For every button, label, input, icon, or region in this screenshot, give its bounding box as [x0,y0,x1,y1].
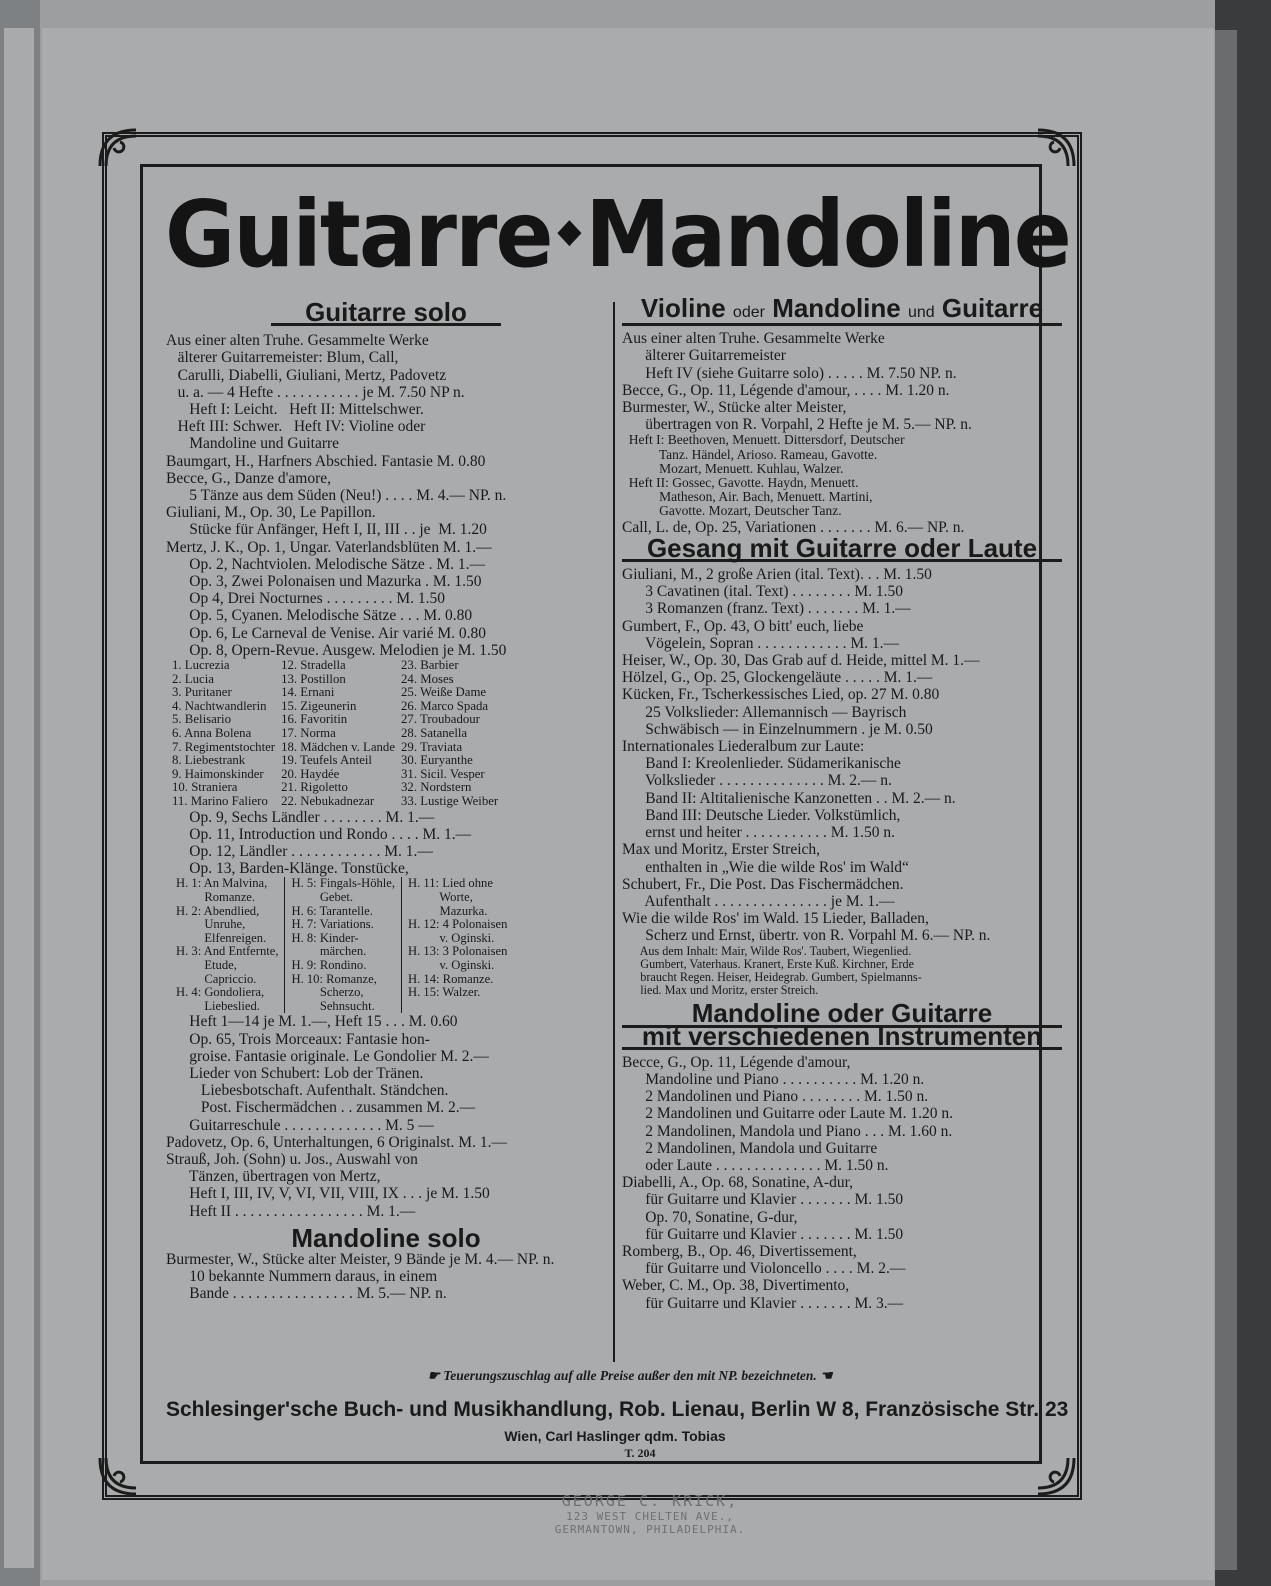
table-row: 2. Lucia 13. Postillon 24. Moses [172,671,454,686]
table-row: 8. Liebestrank 19. Teufels Anteil 30. Euryanthe [172,753,473,768]
gesang-contents [622,945,1062,998]
list-item: 5 Tänze aus dem Süden (Neu!) . . . . M. 4.— NP. n. [166,487,507,505]
violine-list-contents [622,433,1062,518]
table-row [170,877,513,1013]
list-item: Stücke für Anfänger, Heft I, II, III . . je M. 1.20 [166,521,487,539]
surcharge-note: ☛ Teuerungszuschlag auf alle Preise außer den mit NP. bezeichneten. ☚ [427,1368,833,1383]
list-item: Op. 6, Le Carneval de Venise. Air varié M. 0.80 [166,624,486,642]
barden-klaenge-table [170,877,513,1013]
table-row: 6. Anna Bolena 17. Norma 28. Satanella [172,726,468,741]
list-item: Padovetz, Op. 6, Unterhaltungen, 6 Originalst. M. 1.— [166,1133,507,1151]
list-item: für Guitarre und Klavier . . . . . . . M. 1.50 [622,1191,904,1209]
corner-ornament-icon [1032,1452,1078,1498]
list-item: 2 Mandolinen, Mandola und Piano . . . M. 1.60 n. [622,1122,953,1140]
list-item: Op 4, Drei Nocturnes . . . . . . . . . M. 1.50 [166,590,445,608]
book-spine-edge [1215,0,1271,1586]
list-item: Aus einer alten Truhe. Gesammelte Werke [622,330,885,348]
list-item: Diabelli, A., Op. 68, Sonatine, A-dur, [622,1174,853,1192]
list-item: Baumgart, H., Harfners Abschied. Fantasie M. 0.80 [166,452,486,470]
list-item: Heft I, III, IV, V, VI, VII, VIII, IX . . . je M. 1.50 [166,1185,490,1203]
list-item: Op. 65, Trois Morceaux: Fantasie hon- [166,1030,430,1048]
list-item: Heft III: Schwer. Heft IV: Violine oder [166,418,426,436]
list-item: Mandoline und Piano . . . . . . . . . . M. 1.20 n. [622,1070,925,1088]
list-item: 10 bekannte Nummern daraus, in einem [166,1268,438,1286]
heading-mandoline-solo: Mandoline solo [291,1222,481,1253]
list-item: Band I: Kreolenlieder. Südamerikanische [622,755,901,773]
list-item: Aus dem Inhalt: Mair, Wilde Ros'. Taubert, Wiegenlied. [622,943,912,958]
list-item: Schubert, Fr., Die Post. Das Fischermädchen. [622,875,904,893]
list-item: Scherz und Ernst, übertr. von R. Vorpahl M. 6.— NP. n. [622,927,991,945]
list-item: 2 Mandolinen und Guitarre oder Laute M. 1.20 n. [622,1105,954,1123]
violine-list-a [622,330,1062,433]
list-item: Op. 2, Nachtviolen. Melodische Sätze . M. 1.— [166,555,485,573]
list-item: 3 Cavatinen (ital. Text) . . . . . . . . M. 1.50 [622,583,904,601]
list-item: Tanz. Händel, Arioso. Rameau, Gavotte. [622,446,878,462]
list-item: Weber, C. M., Op. 38, Divertimento, [622,1277,850,1295]
list-item: Heft 1—14 je M. 1.—, Heft 15 . . . M. 0.60 [166,1013,458,1031]
heading-guitarre-solo: Guitarre solo [271,304,501,326]
list-item: u. a. — 4 Hefte . . . . . . . . . . . je M. 7.50 NP n. [166,383,465,401]
list-item: Matheson, Air. Bach, Menuett. Martini, [622,489,873,505]
stamp-line: GERMANTOWN, PHILADELPHIA. [554,1523,746,1536]
list-item: enthalten in „Wie die wilde Ros' im Wald“ [622,858,909,876]
list-item: Vögelein, Sopran . . . . . . . . . . . . M. 1.— [622,634,899,652]
list-item: Burmester, W., Stücke alter Meister, [622,399,847,417]
list-item: groise. Fantasie originale. Le Gondolier M. 2.— [166,1047,489,1065]
diamond-separator-icon: ◆ [557,210,580,251]
list-item: Gavotte. Mozart, Deutscher Tanz. [622,503,842,519]
list-item: Op. 11, Introduction und Rondo . . . . M. 1.— [166,825,472,843]
table-row: 10. Straniera 21. Rigoletto 32. Nordstern [172,780,472,795]
list-item: Strauß, Joh. (Sohn) u. Jos., Auswahl von [166,1150,418,1168]
list-item: Carulli, Diabelli, Giuliani, Mertz, Padovetz [166,366,447,384]
list-item: Volkslieder . . . . . . . . . . . . . . M. 2.— n. [622,772,892,790]
list-item: älterer Guitarremeister [622,347,786,365]
list-item: Op. 70, Sonatine, G-dur, [622,1208,798,1226]
list-item: Aufenthalt . . . . . . . . . . . . . . . je M. 1.— [622,892,895,910]
list-item: Op. 12, Ländler . . . . . . . . . . . . M. 1.— [166,843,433,860]
list-item: Internationales Liederalbum zur Laute: [622,738,865,756]
list-item: Hölzel, G., Op. 25, Glockengeläute . . . . . M. 1.— [622,669,933,687]
adjacent-page-edge [0,0,40,1586]
list-item: Giuliani, M., Op. 30, Le Papillon. [166,504,376,522]
list-item: Liebesbotschaft. Aufenthalt. Ständchen. [166,1082,449,1100]
list-item: Becce, G., Op. 11, Légende d'amour, . . . . M. 1.20 n. [622,381,950,399]
corner-ornament-icon [96,1452,142,1498]
column-divider [613,302,615,1362]
list-item: Op. 13, Barden-Klänge. Tonstücke, [166,860,409,878]
list-item: älterer Guitarremeister: Blum, Call, [166,349,399,367]
list-item: Op. 8, Opern-Revue. Ausgew. Melodien je M. 1.50 [166,641,507,659]
publisher-line: Schlesinger'sche Buch- und Musikhandlung, Rob. Lienau, Berlin W 8, Französische Str. 23 [166,1398,1069,1421]
table-row: 3. Puritaner 14. Ernani 25. Weiße Dame [172,685,487,700]
list-item: ernst und heiter . . . . . . . . . . . M. 1.50 n. [622,824,895,842]
list-item: Gumbert, F., Op. 43, O bitt' euch, liebe [622,617,864,635]
list-item: Op. 5, Cyanen. Melodische Sätze . . . M. 0.80 [166,607,473,625]
list-item: Kücken, Fr., Tscherkessisches Lied, op. 27 M. 0.80 [622,686,940,704]
list-item: 2 Mandolinen, Mandola und Guitarre [622,1139,878,1157]
list-item: Heft IV (siehe Guitarre solo) . . . . . M. 7.50 NP. n. [622,364,957,382]
hefte-column: H. 1: An Malvina, Romanze. H. 2: Abendlied, Unruhe, Elfenreigen. H. 3: And Entfernte, Etude, Capriccio. H. 4: Gondoliera, Liebeslied. [176,876,279,1013]
mandoline-solo-list [166,1251,606,1303]
dealer-stamp [520,1492,780,1536]
list-item: Op. 9, Sechs Ländler . . . . . . . . M. 1.— [166,808,435,826]
hefte-column: H. 11: Lied ohne Worte, Mazurka. H. 12: 4 Polonaisen v. Oginski. H. 13: 3 Polonaisen v. Oginski. H. 14: Romanze. H. 15: Walzer. [402,877,514,1013]
stamp-line: GEORGE C. KRICK, [561,1492,739,1510]
heading-violine-mandoline-guitarre: Violine oder Mandoline und Guitarre [622,300,1062,326]
stamp-line: 123 WEST CHELTEN AVE., [566,1510,734,1523]
corner-ornament-icon [1032,126,1078,172]
list-item: Gumbert, Vaterhaus. Kranert, Erste Kuß. Kirchner, Erde [622,956,915,971]
list-item: Call, L. de, Op. 25, Variationen . . . . . . . M. 6.— NP. n. [622,518,965,536]
list-item: Mandoline und Guitarre [166,435,340,453]
hefte-column: H. 5: Fingals-Höhle, Gebet. H. 6: Tarantelle. H. 7: Variations. H. 8: Kinder- märchen. H. 9: Rondino. H. 10: Romanze, Scherzo, Sehnsucht. [285,877,402,1013]
list-item: Aus einer alten Truhe. Gesammelte Werke [166,332,429,350]
list-item: Bande . . . . . . . . . . . . . . . . M. 5.— NP. n. [166,1285,447,1303]
list-item: für Guitarre und Klavier . . . . . . . M. 1.50 [622,1225,904,1243]
list-item: Band II: Altitalienische Kanzonetten . . M. 2.— n. [622,789,956,807]
list-item: für Guitarre und Violoncello . . . . M. 2.— [622,1260,906,1278]
list-item: oder Laute . . . . . . . . . . . . . . M. 1.50 n. [622,1156,889,1174]
list-item: für Guitarre und Klavier . . . . . . . M. 3.— [622,1294,904,1312]
list-item: Heft I: Leicht. Heft II: Mittelschwer. [166,401,424,419]
heading-mit-instrumenten: mit verschiedenen Instrumenten [622,1025,1062,1050]
list-item: Heiser, W., Op. 30, Das Grab auf d. Heide, mittel M. 1.— [622,652,980,670]
list-item: lied. Max und Moritz, erster Streich. [622,983,819,998]
list-item: 2 Mandolinen und Piano . . . . . . . . M. 1.50 n. [622,1088,929,1106]
list-item: Mertz, J. K., Op. 1, Ungar. Vaterlandsblüten M. 1.— [166,538,492,556]
list-item: 25 Volkslieder: Allemannisch — Bayrisch [622,703,907,721]
list-item: Heft II . . . . . . . . . . . . . . . . . M. 1.— [166,1202,416,1220]
list-item: Schwäbisch — in Einzelnummern . je M. 0.50 [622,720,933,738]
guitarre-solo-list-c [166,1013,606,1219]
table-row: 4. Nachtwandlerin 15. Zigeunerin 26. Marco Spada [172,698,489,713]
instrumenten-list [622,1054,1062,1312]
guitarre-solo-list-a [166,332,606,659]
list-item: Guitarreschule . . . . . . . . . . . . . M. 5 — [166,1116,434,1134]
list-item: Tänzen, übertragen von Mertz, [166,1168,381,1186]
left-column [166,297,606,1303]
table-row: 1. Lucrezia 12. Stradella 23. Barbier [172,658,459,673]
list-item: Max und Moritz, Erster Streich, [622,841,821,859]
list-item: Romberg, B., Op. 46, Divertissement, [622,1242,857,1260]
vienna-agent-line: Wien, Carl Haslinger qdm. Tobias [504,1428,726,1444]
table-row: 5. Belisario 16. Favoritin 27. Troubadour [172,712,480,727]
catalog-number: T. 204 [624,1446,656,1460]
list-item: Band III: Deutsche Lieder. Volkstümlich, [622,806,901,824]
list-item: Heft I: Beethoven, Menuett. Dittersdorf, Deutscher [622,432,905,448]
opera-revue-table [172,659,504,809]
list-item: Lieder von Schubert: Lob der Tränen. [166,1064,424,1082]
table-row: 11. Marino Faliero 22. Nebukadnezar 33. Lustige Weiber [172,794,499,808]
guitarre-solo-list-b [166,809,606,878]
list-item: übertragen von R. Vorpahl, 2 Hefte je M. 5.— NP. n. [622,416,972,434]
list-item: Post. Fischermädchen . . zusammen M. 2.— [166,1099,476,1117]
page-title [165,176,1070,294]
gesang-list [622,566,1062,944]
list-item: braucht Regen. Heiser, Heidegrab. Gumbert, Spielmanns- [622,969,922,984]
list-item: Giuliani, M., 2 große Arien (ital. Text). . . M. 1.50 [622,566,932,584]
list-item: Becce, G., Danze d'amore, [166,469,332,487]
list-item: Wie die wilde Ros' im Wald. 15 Lieder, Balladen, [622,910,929,928]
list-item: Becce, G., Op. 11, Légende d'amour, [622,1053,851,1071]
table-row: 7. Regimentstochter 18. Mädchen v. Lande 29. Traviata [172,739,463,754]
list-item: Burmester, W., Stücke alter Meister, 9 Bände je M. 4.— NP. n. [166,1250,555,1268]
title-guitarre: Guitarre [165,181,552,288]
table-row: 9. Haimonskinder 20. Haydée 31. Sicil. Vesper [172,766,485,781]
heading-gesang: Gesang mit Guitarre oder Laute [622,540,1062,562]
heading-mandoline-oder-guitarre: Mandoline oder Guitarre [691,998,993,1029]
list-item: Mozart, Menuett. Kuhlau, Walzer. [622,460,844,476]
right-column [622,293,1062,1312]
corner-ornament-icon [96,126,142,172]
title-mandoline: Mandoline [585,181,1070,288]
list-item: Op. 3, Zwei Polonaisen und Mazurka . M. 1.50 [166,573,482,591]
list-item: Heft II: Gossec, Gavotte. Haydn, Menuett. [622,475,859,491]
list-item: 3 Romanzen (franz. Text) . . . . . . . M. 1.— [622,600,911,618]
